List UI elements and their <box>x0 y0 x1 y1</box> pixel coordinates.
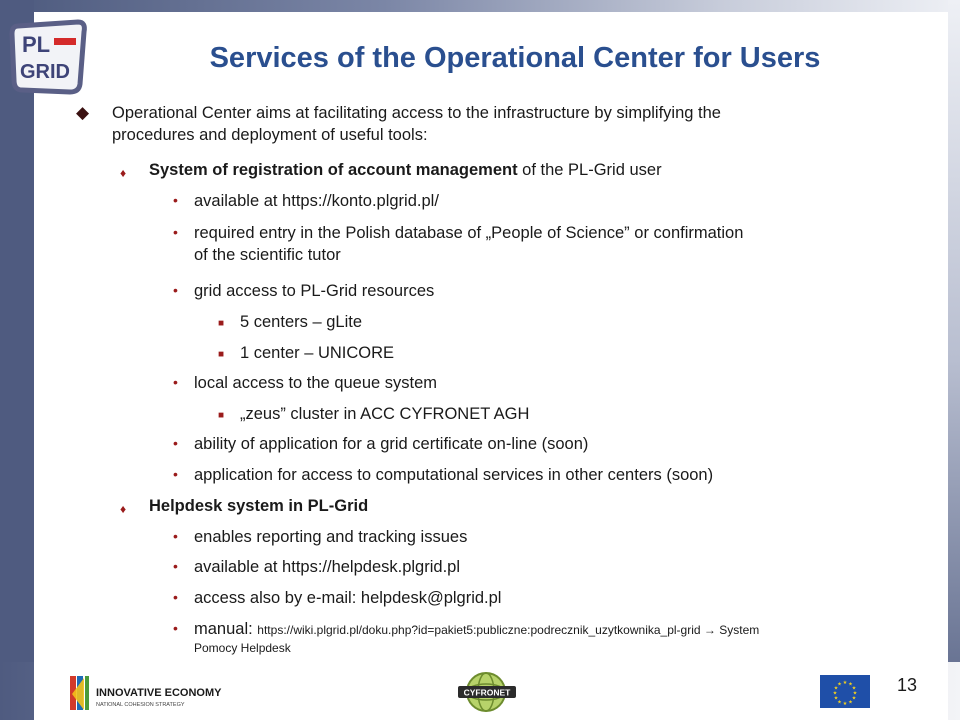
diamond-bullet-icon: ◆ <box>76 103 90 122</box>
svg-text:★: ★ <box>852 690 858 697</box>
ie-title: INNOVATIVE ECONOMY <box>96 687 222 699</box>
item-text: grid access to PL-Grid resources <box>194 282 435 300</box>
dot-bullet-icon: • <box>173 224 178 240</box>
intro-text-line2: procedures and deployment of useful tools: <box>112 126 428 144</box>
item-text: available at https://konto.plgrid.pl/ <box>194 192 439 210</box>
innovative-economy-logo <box>70 674 260 714</box>
section1-rest: of the PL-Grid user <box>517 161 662 179</box>
intro-text-line1: Operational Center aims at facilitating access to the infrastructure by simplifying the <box>112 104 721 122</box>
square-bullet-icon: ■ <box>218 349 225 360</box>
item-text: available at https://helpdesk.plgrid.pl <box>194 558 460 576</box>
manual-url: https://wiki.plgrid.pl/doku.php?id=pakiet5:publiczne:podrecznik_uzytkownika_pl-grid <box>257 623 701 637</box>
section1-bold: System of registration of account management <box>149 161 518 179</box>
page-number: 13 <box>897 675 918 695</box>
item-text-line2: of the scientific tutor <box>194 246 341 264</box>
dot-bullet-icon: • <box>173 620 178 636</box>
section2-bold: Helpdesk system in PL-Grid <box>149 497 369 515</box>
item-text: access also by e-mail: helpdesk@plgrid.pl <box>194 589 502 607</box>
item-text: 5 centers – gLite <box>240 313 362 331</box>
item-text-line1: required entry in the Polish database of „People of Science” or confirmation <box>194 224 744 242</box>
dot-bullet-icon: • <box>173 558 178 574</box>
eu-flag-icon <box>820 675 870 708</box>
cyfronet-text: CYFRONET <box>463 687 511 698</box>
square-bullet-icon: ■ <box>218 410 225 421</box>
svg-text:★: ★ <box>833 695 839 702</box>
svg-text:★: ★ <box>832 690 838 697</box>
item-text: enables reporting and tracking issues <box>194 528 468 546</box>
item-text: ability of application for a grid certificate on-line (soon) <box>194 435 589 453</box>
small-diamond-bullet-icon: ♦ <box>120 502 127 516</box>
svg-text:★: ★ <box>848 681 853 688</box>
dot-bullet-icon: • <box>173 589 178 605</box>
dot-bullet-icon: • <box>173 374 178 390</box>
square-bullet-icon: ■ <box>218 318 225 329</box>
manual-line2: Pomocy Helpdesk <box>194 641 291 655</box>
logo-text-grid: GRID <box>20 61 70 83</box>
dot-bullet-icon: • <box>173 282 178 298</box>
ie-subtitle: NATIONAL COHESION STRATEGY <box>96 702 185 708</box>
svg-text:★: ★ <box>837 699 842 706</box>
svg-text:★: ★ <box>851 695 857 702</box>
logo-text-pl: PL <box>22 32 51 57</box>
item-text: 1 center – UNICORE <box>240 344 395 362</box>
dot-bullet-icon: • <box>173 435 178 451</box>
dot-bullet-icon: • <box>173 528 178 544</box>
svg-text:★: ★ <box>842 701 848 707</box>
small-diamond-bullet-icon: ♦ <box>120 166 127 180</box>
svg-text:★: ★ <box>851 685 857 692</box>
svg-text:★: ★ <box>837 681 842 688</box>
item-text: „zeus” cluster in ACC CYFRONET AGH <box>240 405 530 423</box>
item-text: application for access to computational services in other centers (soon) <box>194 466 714 484</box>
svg-text:★: ★ <box>848 699 853 706</box>
slide-title: Services of the Operational Center for Users <box>209 42 821 74</box>
item-text: local access to the queue system <box>194 374 438 392</box>
dot-bullet-icon: • <box>173 192 178 208</box>
svg-text:★: ★ <box>833 685 839 692</box>
manual-suffix: → System <box>700 623 760 637</box>
svg-text:★: ★ <box>842 680 848 686</box>
dot-bullet-icon: • <box>173 466 178 482</box>
cyfronet-logo <box>446 670 526 714</box>
manual-prefix: manual: <box>194 620 258 638</box>
